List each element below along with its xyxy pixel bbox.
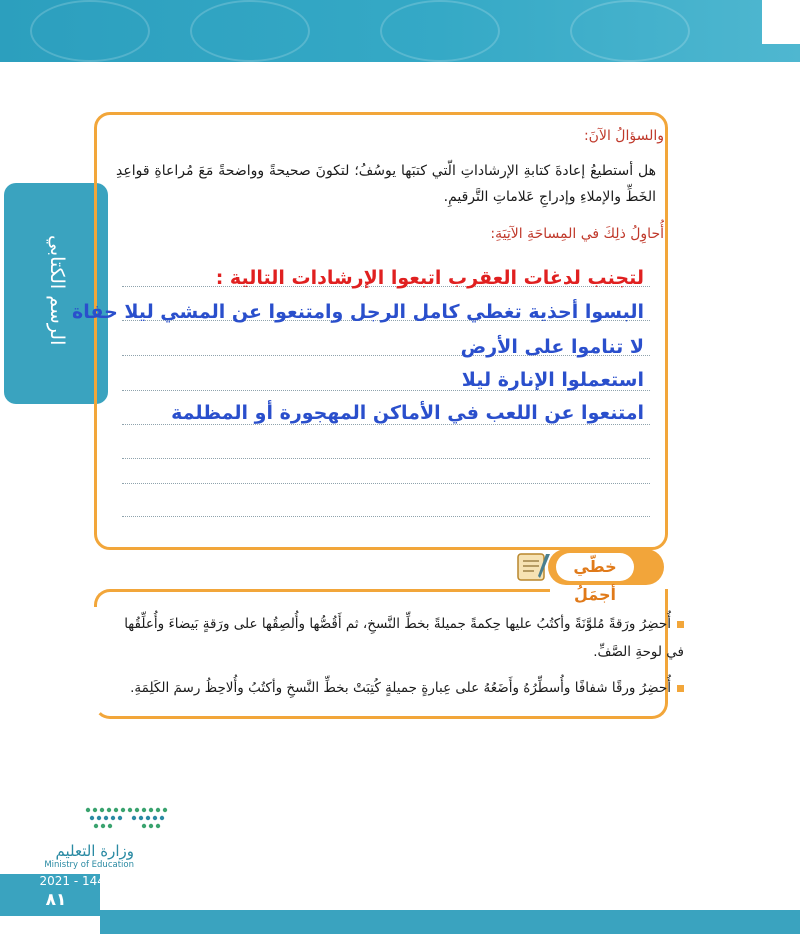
- scroll-quill-icon: [512, 548, 552, 586]
- bullet-square-icon: [677, 685, 684, 692]
- top-banner: [0, 0, 800, 62]
- section-title: خطّي أجمَلُ: [556, 553, 634, 581]
- activity-item-text: أُحضِرُ ورَقةً مُلوَّنَةً وأكتُبُ عليها حِكمةً جميلةً بخطِّ النَّسخِ، ثم أَقُصُّها وأُلصِقُها على ورَقةٍ بَيضاءَ وأُعلِّقُها في لوحةِ الصَّفِّ.: [124, 616, 684, 660]
- ruled-line: [122, 424, 650, 425]
- ministry-name-arabic: وزارة التعليم: [55, 842, 134, 860]
- ruled-line: [122, 516, 650, 517]
- ruled-line: [122, 483, 650, 484]
- bullet-square-icon: [677, 621, 684, 628]
- answer-line: استعملوا الإنارة ليلا: [461, 369, 644, 391]
- page-number: ٨١: [45, 890, 67, 910]
- answer-line: امتنعوا عن اللعب في الأماكن المهجورة أو المظلمة: [171, 402, 644, 424]
- question-heading: والسؤالُ الآنَ:: [583, 128, 664, 144]
- banner-ornament: [190, 0, 310, 62]
- answer-line: لتجنب لدغات العقرب اتبعوا الإرشادات التالية :: [215, 267, 644, 289]
- banner-ornament: [30, 0, 150, 62]
- activity-item-text: أُحضِرُ ورقًا شفافًا وأُسطِّرُهُ وأَضَعُهُ على عِبارةٍ جميلةٍ كُتِبَتْ بخطِّ النَّسخِ وأكتُبُ وأُلاحِظُ رسمَ الكَلِمَةِ.: [130, 680, 671, 696]
- question-instruction: أُحاوِلُ ذلِكَ في المِساحَةِ الآتِيَةِ:: [490, 226, 664, 242]
- footer-strip: [100, 910, 800, 934]
- question-body: هل أستطيعُ إعادةَ كتابةِ الإرشاداتِ الّتي كتبَها يوسُفُ؛ لتكونَ صحيحةً وواضحةً مَعَ مُراعاةِ قواعِدِ الخَطِّ والإملاءِ وإدراجِ عَلاماتِ التَّرقيمِ.: [116, 163, 656, 205]
- banner-ornament: [570, 0, 690, 62]
- activity-item: [124, 610, 684, 666]
- banner-ornament: [380, 0, 500, 62]
- page-corner-tab: [762, 0, 800, 44]
- ruled-line: [122, 458, 650, 459]
- edition-year: 2021 - 1443: [39, 874, 113, 888]
- activity-item: [124, 674, 684, 702]
- answer-line: لا تناموا على الأرض: [460, 336, 644, 358]
- ministry-name-english: Ministry of Education: [44, 860, 134, 870]
- answer-line: البسوا أحذية تغطي كامل الرجل وامتنعوا عن المشي ليلا حفاة: [72, 301, 644, 323]
- chapter-side-tab-label: الرسم الكتابي: [46, 234, 68, 346]
- ministry-logo-icon: [80, 800, 176, 840]
